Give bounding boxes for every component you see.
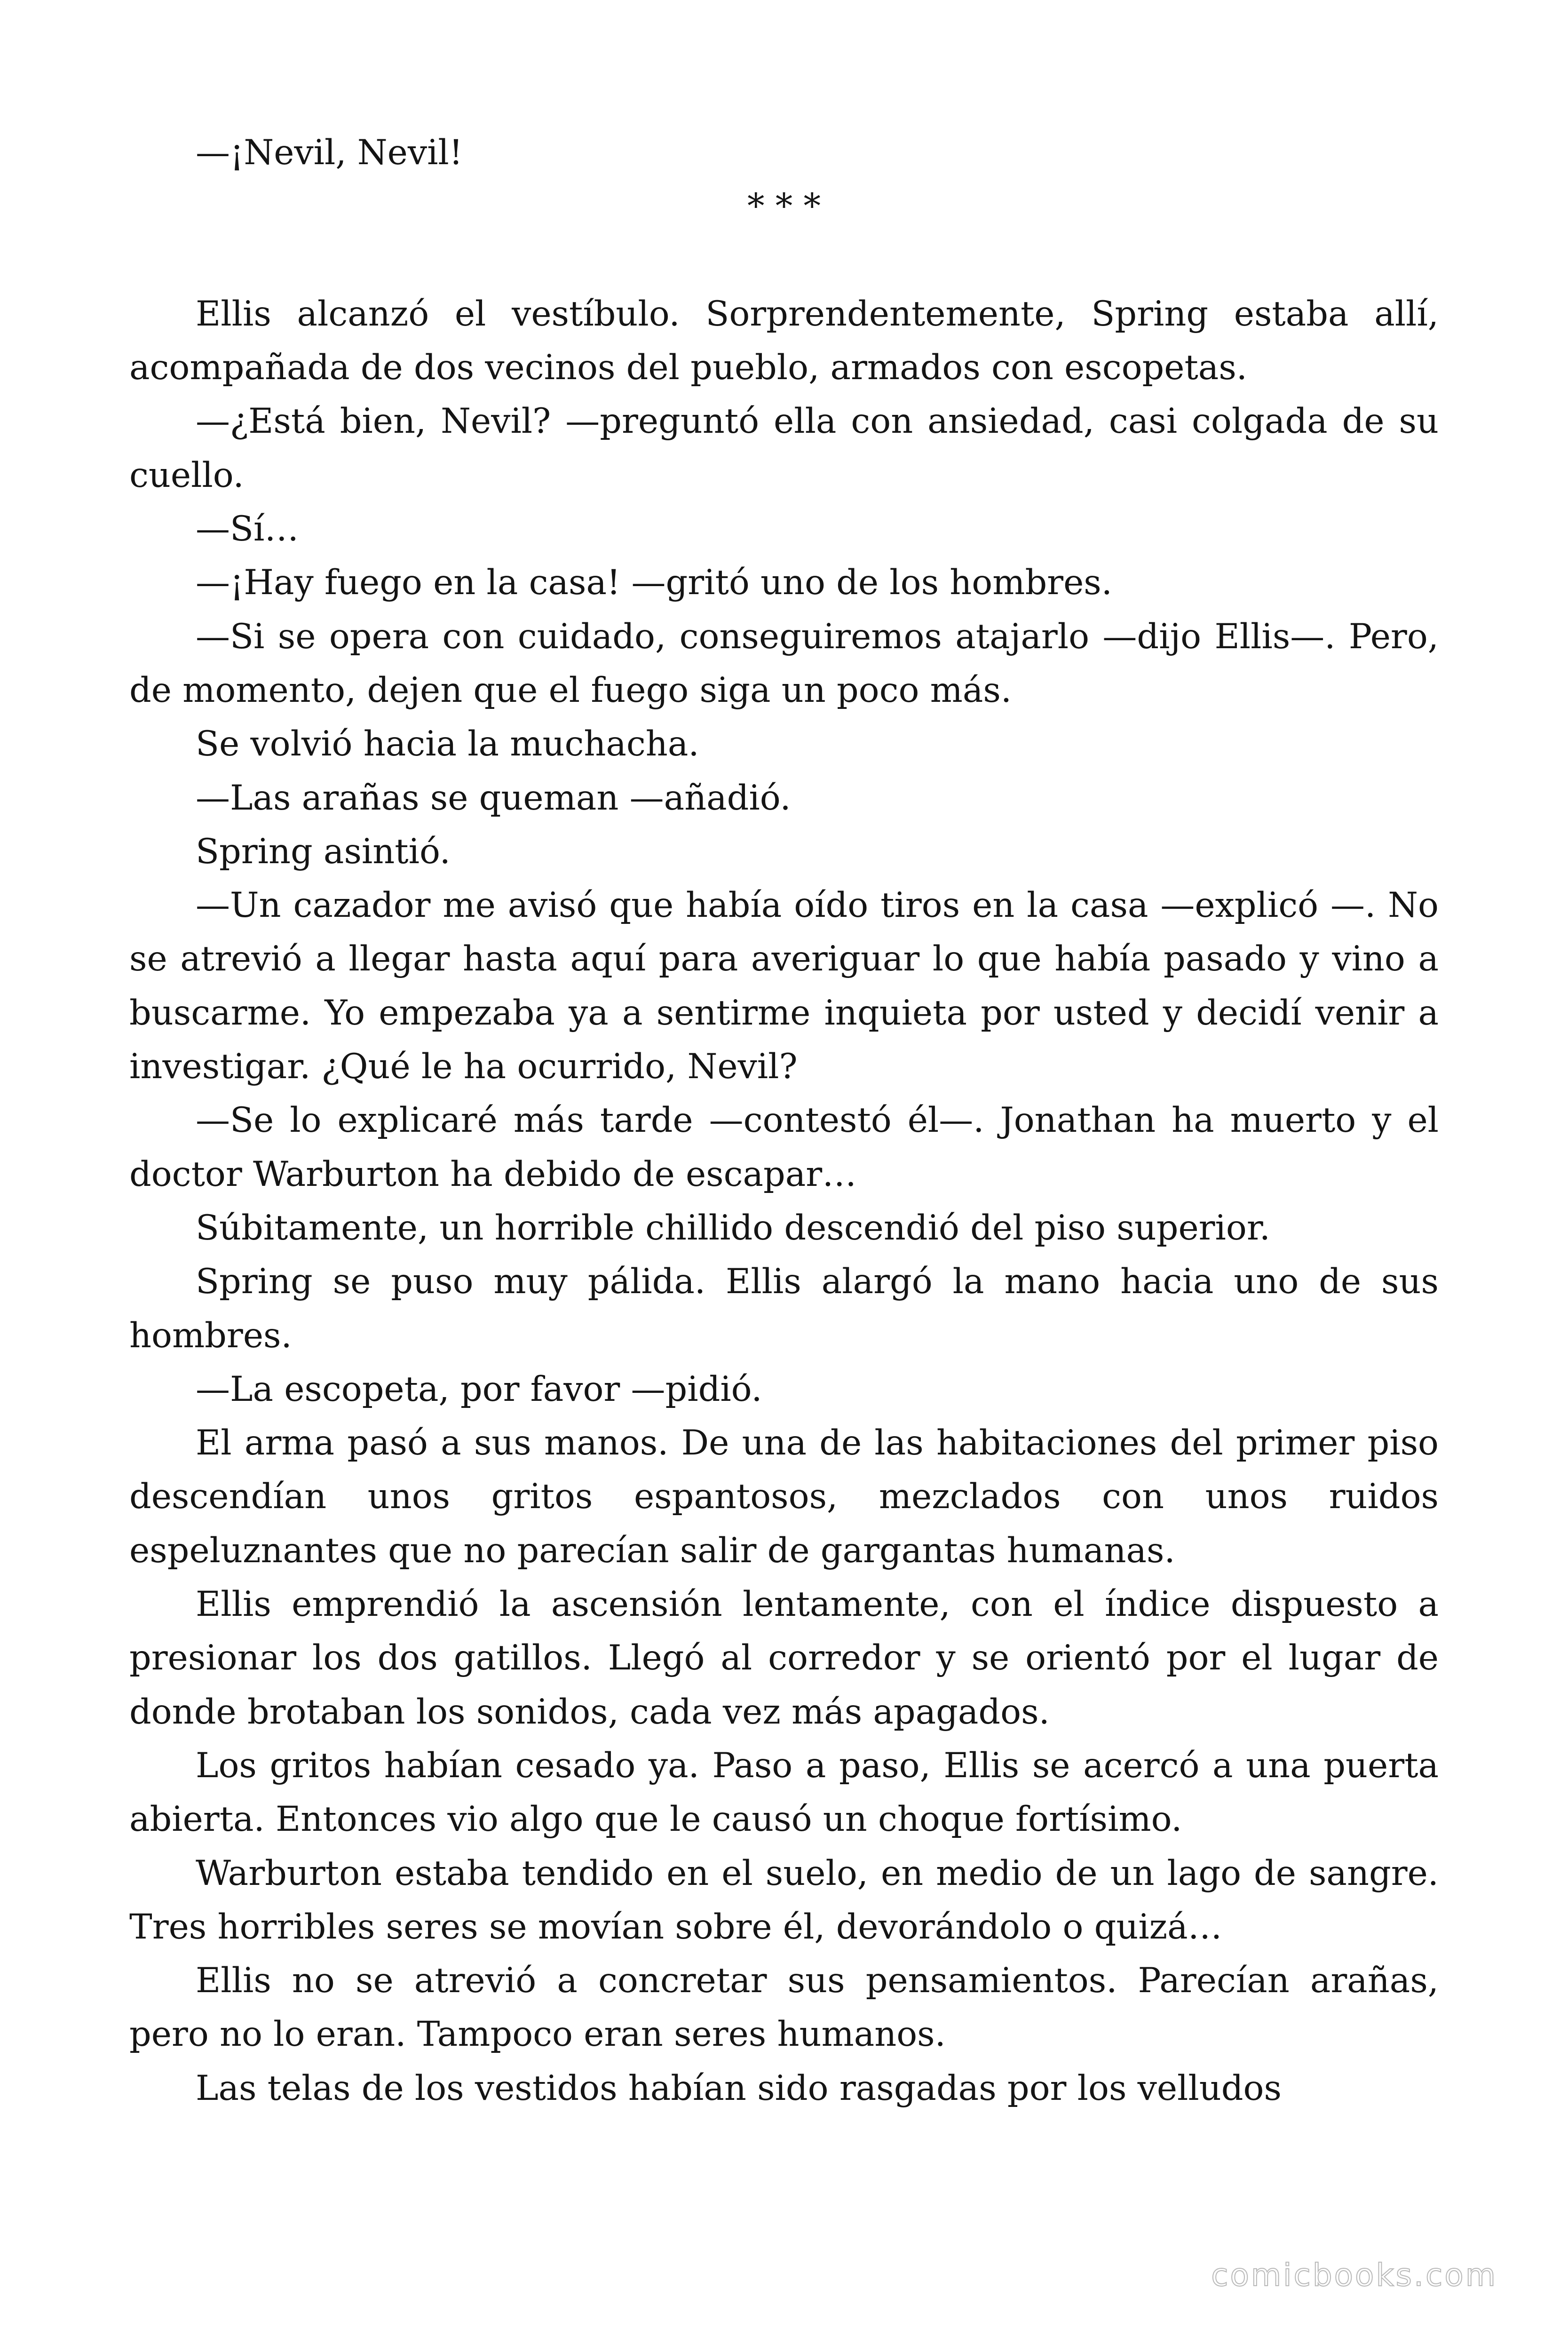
- paragraph: Spring se puso muy pálida. Ellis alargó la mano hacia uno de sus hombres.: [129, 1262, 1439, 1356]
- paragraph: Súbitamente, un horrible chillido descendió del piso superior.: [196, 1208, 1270, 1248]
- paragraph-list: [129, 287, 1439, 2115]
- paragraph: —Sí…: [196, 509, 299, 549]
- paragraph: —Si se opera con cuidado, conseguiremos atajarlo —dijo Ellis—. Pero, de momento, dejen que el fuego siga un poco más.: [129, 616, 1439, 710]
- scene-break: * * *: [747, 186, 821, 227]
- paragraph: Warburton estaba tendido en el suelo, en medio de un lago de sangre. Tres horribles seres se movían sobre él, devorándolo o quizá…: [129, 1853, 1439, 1947]
- paragraph: Spring asintió.: [196, 831, 451, 872]
- paragraph: El arma pasó a sus manos. De una de las habitaciones del primer piso descendían unos gritos espantosos, mezclados con unos ruidos espeluznantes que no parecían salir de gargantas humanas.: [129, 1423, 1439, 1571]
- paragraph: Se volvió hacia la muchacha.: [196, 724, 699, 764]
- paragraph: Ellis emprendió la ascensión lentamente, con el índice dispuesto a presionar los dos gatillos. Llegó al corredor y se orientó por el lugar de donde brotaban los sonidos, cada vez más apagados.: [129, 1584, 1439, 1732]
- paragraph: Las telas de los vestidos habían sido rasgadas por los velludos: [196, 2068, 1282, 2108]
- paragraph: —Se lo explicaré más tarde —contestó él—. Jonathan ha muerto y el doctor Warburton ha debido de escapar…: [129, 1100, 1439, 1194]
- paragraph: —¡Hay fuego en la casa! —gritó uno de los hombres.: [196, 563, 1112, 603]
- paragraph: —Un cazador me avisó que había oído tiros en la casa —explicó —. No se atrevió a llegar hasta aquí para averiguar lo que había pasado y vino a buscarme. Yo empezaba ya a sentirme inquieta por usted y decidí venir a investigar. ¿Qué le ha ocurrido, Nevil?: [129, 885, 1439, 1087]
- paragraph: —¿Está bien, Nevil? —preguntó ella con ansiedad, casi colgada de su cuello.: [129, 401, 1439, 495]
- page-body: [129, 126, 1439, 2115]
- watermark: comicbooks.com: [1211, 2257, 1497, 2293]
- paragraph: Ellis alcanzó el vestíbulo. Sorprendentemente, Spring estaba allí, acompañada de dos vecinos del pueblo, armados con escopetas.: [129, 294, 1439, 388]
- paragraph: Ellis no se atrevió a concretar sus pensamientos. Parecían arañas, pero no lo eran. Tampoco eran seres humanos.: [129, 1961, 1439, 2055]
- paragraph: —Las arañas se queman —añadió.: [196, 778, 791, 818]
- paragraph: Los gritos habían cesado ya. Paso a paso, Ellis se acercó a una puerta abierta. Entonces vio algo que le causó un choque fortísimo.: [129, 1745, 1439, 1840]
- paragraph: —La escopeta, por favor —pidió.: [196, 1369, 762, 1409]
- paragraph: —¡Nevil, Nevil!: [196, 133, 463, 173]
